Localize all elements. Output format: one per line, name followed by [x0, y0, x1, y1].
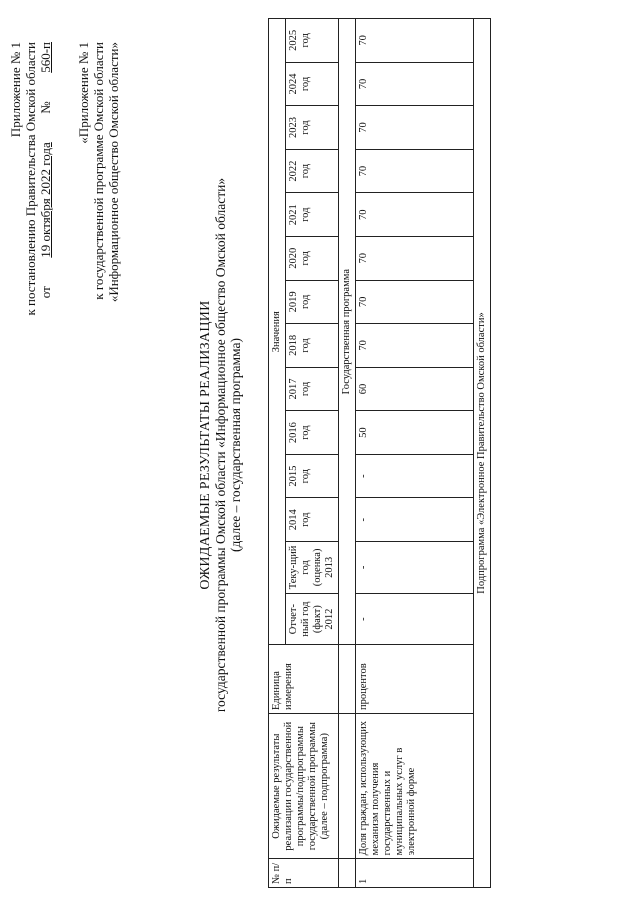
row-value: - [356, 498, 474, 542]
header-year: 2025 год [286, 19, 339, 63]
header-year: Отчет-ный год (факт) 2012 [286, 593, 339, 645]
document-title [198, 165, 243, 725]
appendix-1-line1: Приложение № 1 [8, 42, 23, 138]
row-unit: процентов [356, 645, 474, 714]
table-row [356, 19, 474, 888]
header-year: 2019 год [286, 280, 339, 324]
header-year: 2023 год [286, 106, 339, 150]
row-value: 70 [356, 62, 474, 106]
header-year: 2016 год [286, 411, 339, 455]
results-table [268, 18, 491, 888]
row-value: - [356, 593, 474, 645]
header-year: 2020 год [286, 236, 339, 280]
document-date: 19 октября 2022 года [38, 142, 53, 258]
title-line2: государственной программы Омской области «Информационное общество Омской области» [213, 177, 228, 713]
row-value: 70 [356, 19, 474, 63]
from-label: от [38, 286, 53, 299]
number-label: № [38, 101, 53, 114]
appendix-2-line1: «Приложение № 1 [76, 42, 91, 144]
header-unit: Единица измерения [269, 645, 339, 714]
header-year: 2024 год [286, 62, 339, 106]
document-number: 560-п [38, 42, 53, 73]
row-value: - [356, 542, 474, 594]
row-value: 70 [356, 280, 474, 324]
row-value: 70 [356, 324, 474, 368]
appendix-2-line3: «Информационное общество Омской области» [106, 42, 121, 303]
header-year: 2017 год [286, 367, 339, 411]
row-result: Доля граждан, использующих механизм получения государственных и муниципальных услуг в электронной форме [356, 714, 474, 859]
section-row-program [339, 19, 356, 888]
appendix-1-date-line [38, 42, 53, 316]
appendix-1-line2: к постановлению Правительства Омской области [23, 42, 38, 316]
header-year: 2022 год [286, 149, 339, 193]
row-value: 50 [356, 411, 474, 455]
section-subprogram: Подпрограмма «Электронное Правительство Омской области» [474, 19, 491, 888]
table-header-row-1 [269, 19, 286, 888]
header-year: Теку-щий год (оценка) 2013 [286, 542, 339, 594]
row-num: 1 [356, 859, 474, 888]
header-result: Ожидаемые результаты реализации государственной программы/подпрограммы государственной программы (далее – подпрограмма) [269, 714, 339, 859]
row-value: 70 [356, 236, 474, 280]
row-value: 70 [356, 106, 474, 150]
row-value: 60 [356, 367, 474, 411]
header-num: № п/п [269, 859, 339, 888]
appendix-2-line2: к государственной программе Омской области [91, 42, 106, 300]
row-value: 70 [356, 149, 474, 193]
section-program: Государственная программа [339, 19, 356, 645]
header-year: 2018 год [286, 324, 339, 368]
header-year: 2015 год [286, 454, 339, 498]
row-value: - [356, 454, 474, 498]
section-row-subprogram [474, 19, 491, 888]
header-values: Значения [269, 19, 286, 645]
appendix-2-block [76, 42, 121, 302]
row-value: 70 [356, 193, 474, 237]
appendix-1-block [8, 42, 53, 316]
title-line3: (далее – государственная программа) [228, 338, 243, 552]
title-line1: ОЖИДАЕМЫЕ РЕЗУЛЬТАТЫ РЕАЛИЗАЦИИ [198, 300, 213, 590]
header-year: 2021 год [286, 193, 339, 237]
header-year: 2014 год [286, 498, 339, 542]
